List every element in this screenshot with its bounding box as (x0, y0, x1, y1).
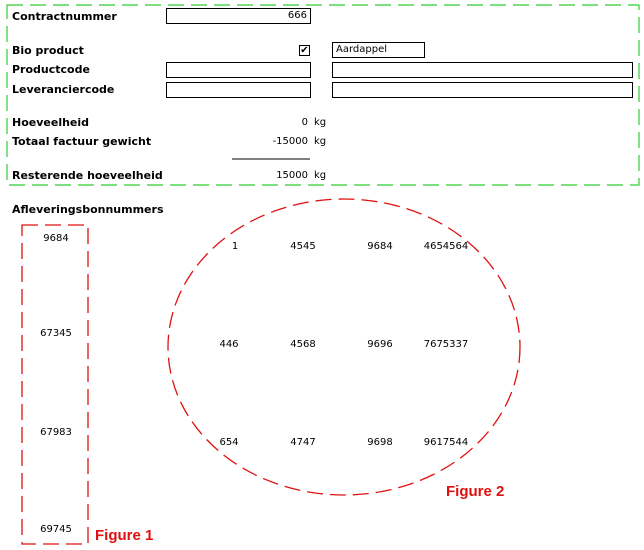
figure1-item: 67345 (40, 328, 72, 339)
totaal-label: Totaal factuur gewicht (12, 135, 152, 148)
totaal-unit: kg (314, 136, 327, 147)
figure2-label: Figure 2 (446, 483, 505, 500)
rest-label: Resterende hoeveelheid (12, 169, 163, 182)
contract-label: Contractnummer (12, 10, 117, 23)
figure2-cell: 4654564 (423, 241, 469, 252)
leverancier-description-input[interactable] (332, 82, 633, 98)
productcode-label: Productcode (12, 63, 90, 76)
figure2-cell: 9617544 (423, 437, 469, 448)
leverancier-input[interactable] (166, 82, 311, 98)
figure1-item: 69745 (40, 524, 72, 535)
hoeveelheid-value: 0 (301, 117, 308, 128)
figure2-cell: 1 (231, 241, 239, 252)
figure1-label: Figure 1 (95, 527, 154, 544)
figure1-item: 67983 (40, 427, 72, 438)
rest-value: 15000 (276, 170, 308, 181)
bio-label: Bio product (12, 44, 84, 57)
figure2-cell: 9696 (367, 339, 393, 350)
hoeveelheid-unit: kg (314, 117, 327, 128)
figure1-dashed-border (22, 225, 88, 544)
totaal-value: -15000 (272, 136, 308, 147)
leverancier-label: Leveranciercode (12, 83, 115, 96)
rest-unit: kg (314, 170, 327, 181)
contract-input[interactable]: 666 (166, 8, 311, 24)
hoeveelheid-label: Hoeveelheid (12, 116, 90, 129)
productcode-input[interactable] (166, 62, 311, 78)
bio-product-input[interactable]: Aardappel (332, 42, 425, 58)
figure2-cell: 7675337 (423, 339, 469, 350)
figure2-cell: 4747 (290, 437, 316, 448)
figure2-cell: 4545 (290, 241, 316, 252)
figure2-cell: 9684 (367, 241, 393, 252)
figure2-cell: 654 (219, 437, 239, 448)
bio-checkbox[interactable]: ✔ (300, 45, 309, 56)
figure1-item: 9684 (43, 233, 69, 244)
figure2-cell: 446 (219, 339, 239, 350)
section-title: Afleveringsbonnummers (12, 203, 164, 216)
figure2-cell: 4568 (290, 339, 316, 350)
productcode-description-input[interactable] (332, 62, 633, 78)
figure2-cell: 9698 (367, 437, 393, 448)
